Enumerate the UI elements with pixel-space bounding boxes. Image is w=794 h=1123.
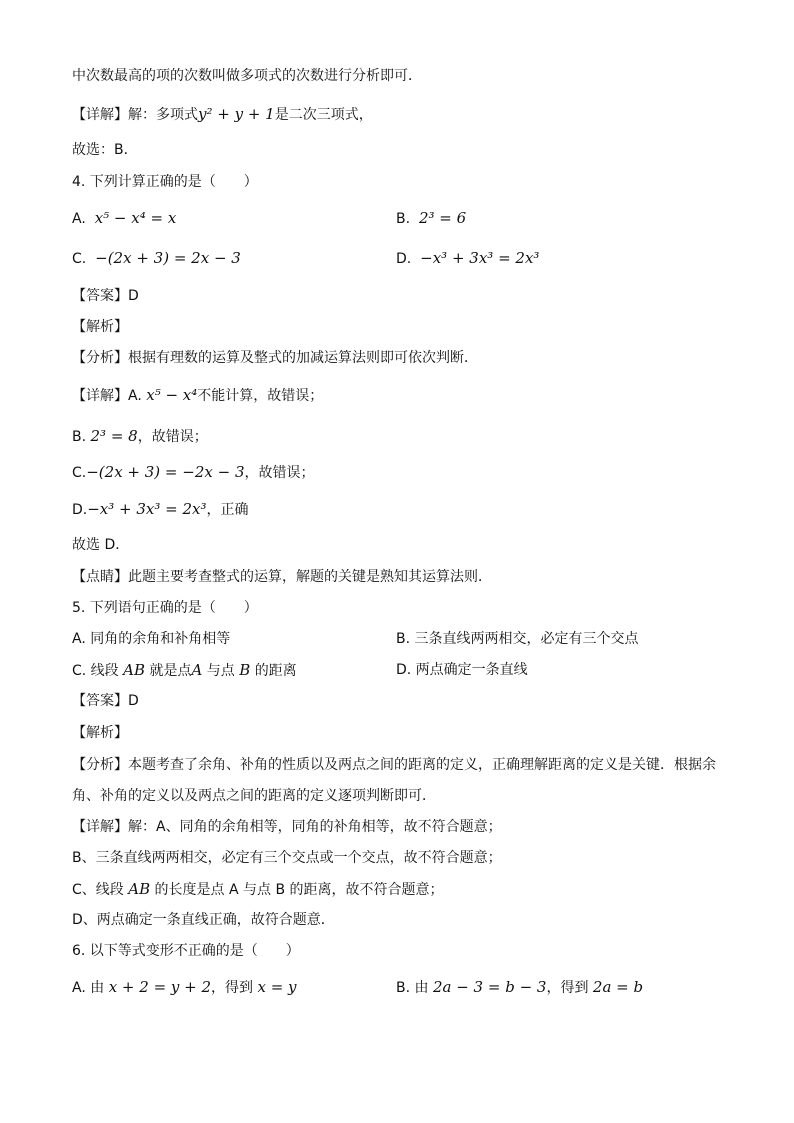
option-a: A. x⁵ − x⁴ = x [72,209,177,227]
detail: B、三条直线两两相交，必定有三个交点或一个交点，故不符合题意； [72,850,502,866]
jiexi-label: 【解析】 [72,319,128,335]
text-line: 中次数最高的项的次数叫做多项式的次数进行分析即可． [72,68,422,84]
option-a: A. 由 x + 2 = y + 2，得到 x = y [72,978,297,996]
detail-a: 【详解】A. x⁵ − x⁴不能计算，故错误； [72,386,324,404]
question-5: 5. 下列语句正确的是（ ） [72,600,258,616]
text-line: 故选：B． [72,142,138,158]
option-d: D. 两点确定一条直线 [396,662,528,678]
jiexi-label: 【解析】 [72,725,128,741]
comment: 【点睛】此题主要考查整式的运算，解题的关键是熟知其运算法则． [72,569,492,585]
option-c: C. 线段 AB 就是点A 与点 B 的距离 [72,661,297,679]
option-b: B. 三条直线两两相交，必定有三个交点 [396,631,639,647]
analysis: 【分析】本题考查了余角、补角的性质以及两点之间的距离的定义，正确理解距离的定义是关键．根据余 [72,757,716,773]
analysis-cont: 角、补角的定义以及两点之间的距离的定义逐项判断即可． [72,788,436,804]
answer: 【答案】D [72,693,139,709]
option-c: C. −(2x + 3) = 2x − 3 [72,249,241,267]
detail-c: C.−(2x + 3) = −2x − 3，故错误； [72,463,315,481]
option-b: B. 2³ = 6 [396,209,467,227]
detail: 【详解】解：A、同角的余角相等，同角的补角相等，故不符合题意； [72,819,502,835]
analysis: 【分析】根据有理数的运算及整式的加减运算法则即可依次判断． [72,350,478,366]
answer: 【答案】D [72,288,139,304]
question-6: 6. 以下等式变形不正确的是（ ） [72,943,300,959]
detail: C、线段 AB 的长度是点 A 与点 B 的距离，故不符合题意； [72,880,444,898]
option-b: B. 由 2a − 3 = b − 3，得到 2a = b [396,978,644,996]
detail-b: B. 2³ = 8，故错误； [72,427,208,445]
option-d: D. −x³ + 3x³ = 2x³ [396,249,540,267]
detail-d: D.−x³ + 3x³ = 2x³，正确 [72,500,249,518]
option-a: A. 同角的余角和补角相等 [72,631,231,647]
question-4: 4. 下列计算正确的是（ ） [72,174,258,190]
text-line: 【详解】解：多项式y² + y + 1是二次三项式， [72,105,373,123]
detail: D、两点确定一条直线正确，故符合题意． [72,912,335,928]
choose: 故选 D． [72,537,130,553]
